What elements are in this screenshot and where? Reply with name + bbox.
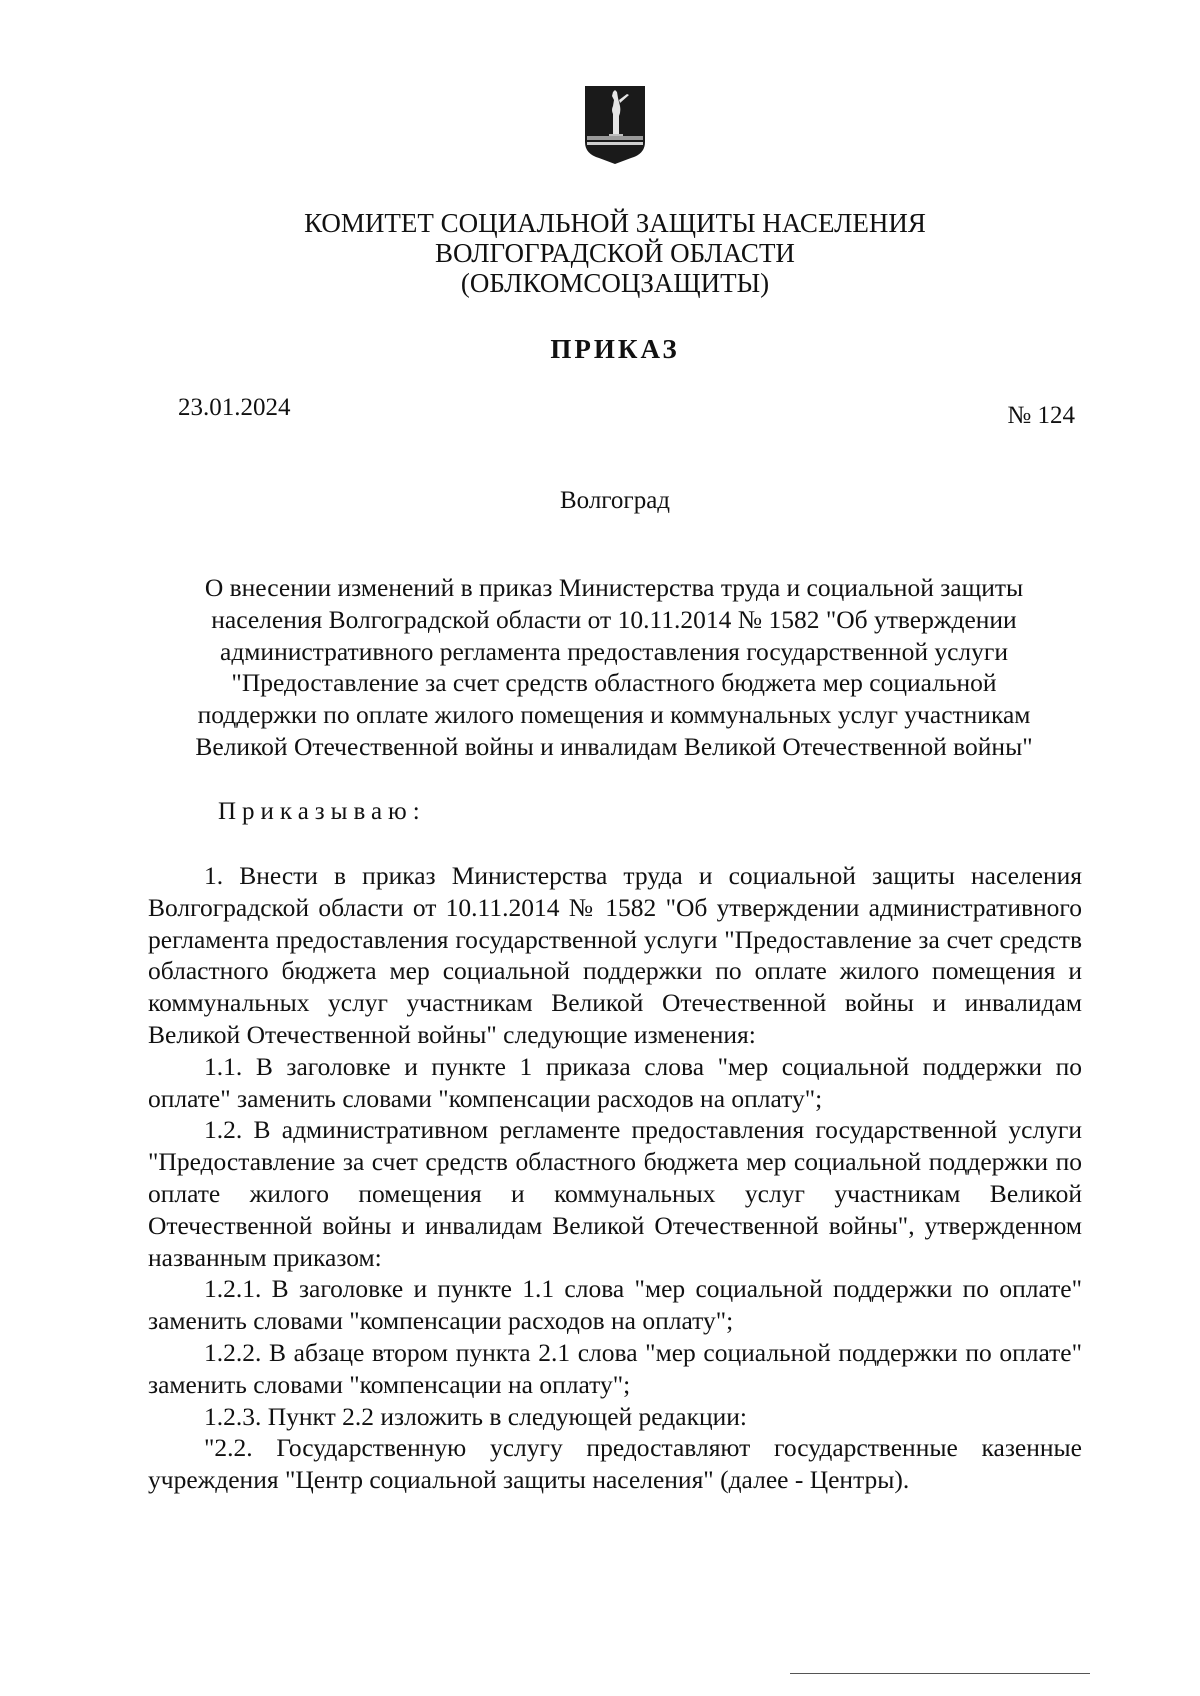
paragraph-1-2-2: 1.2.2. В абзаце втором пункта 2.1 слова "мер социальной поддержки по оплате" заменить словами "компенсации на оплату"; <box>148 1337 1082 1399</box>
document-title: ПРИКАЗ <box>550 334 680 364</box>
header-line: (ОБЛКОМСОЦЗАЩИТЫ) <box>460 268 770 298</box>
document-body <box>148 860 1082 1496</box>
paragraph-1-2-1: 1.2.1. В заголовке и пункте 1.1 слова "мер социальной поддержки по оплате" заменить словами "компенсации расходов на оплату"; <box>148 1274 1082 1336</box>
orders-word: Приказываю: <box>218 798 426 825</box>
subject-line: "Предоставление за счет средств областного бюджета мер социальной <box>231 668 997 698</box>
paragraph-2-2: "2.2. Государственную услугу предоставляют государственные казенные учреждения "Центр социальной защиты населения" (далее - Центры). <box>148 1433 1082 1495</box>
document-city: Волгоград <box>559 487 671 514</box>
paragraph-1-1: 1.1. В заголовке и пункте 1 приказа слова "мер социальной поддержки по оплате" заменить словами "компенсации расходов на оплату"; <box>148 1051 1082 1113</box>
subject-line: населения Волгоградской области от 10.11.2014 № 1582 "Об утверждении <box>211 604 1017 634</box>
header-line: КОМИТЕТ СОЦИАЛЬНОЙ ЗАЩИТЫ НАСЕЛЕНИЯ <box>304 208 926 238</box>
document-subject <box>148 572 1080 763</box>
organization-header <box>200 208 1030 298</box>
document-number: № 124 <box>1007 402 1075 429</box>
paragraph-1: 1. Внести в приказ Министерства труда и социальной защиты населения Волгоградской области от 10.11.2014 № 1582 "Об утверждении административного регламента предоставления государственной услуги "Предоставление за счет средств областного бюджета мер социальной поддержки по оплате жилого помещения и коммунальных услуг участникам Великой Отечественной войны и инвалидам Великой Отечественной войны" следующие изменения: <box>148 861 1082 1049</box>
subject-line: поддержки по оплате жилого помещения и коммунальных услуг участникам <box>197 700 1031 730</box>
document-date: 23.01.2024 <box>178 394 291 421</box>
header-line: ВОЛГОГРАДСКОЙ ОБЛАСТИ <box>435 238 795 268</box>
subject-line: О внесении изменений в приказ Министерства труда и социальной защиты <box>204 573 1024 602</box>
subject-line: административного регламента предоставления государственной услуги <box>220 636 1008 666</box>
subject-line: Великой Отечественной войны и инвалидам Великой Отечественной войны" <box>195 731 1033 761</box>
footer-divider <box>790 1673 1090 1674</box>
paragraph-1-2-3: 1.2.3. Пункт 2.2 изложить в следующей редакции: <box>204 1401 747 1431</box>
coat-of-arms-emblem <box>583 84 647 166</box>
paragraph-1-2: 1.2. В административном регламенте предоставления государственной услуги "Предоставление за счет средств областного бюджета мер социальной поддержки по оплате жилого помещения и коммунальных услуг участникам Великой Отечественной войны и инвалидам Великой Отечественной войны", утвержденном названным приказом: <box>148 1115 1082 1272</box>
